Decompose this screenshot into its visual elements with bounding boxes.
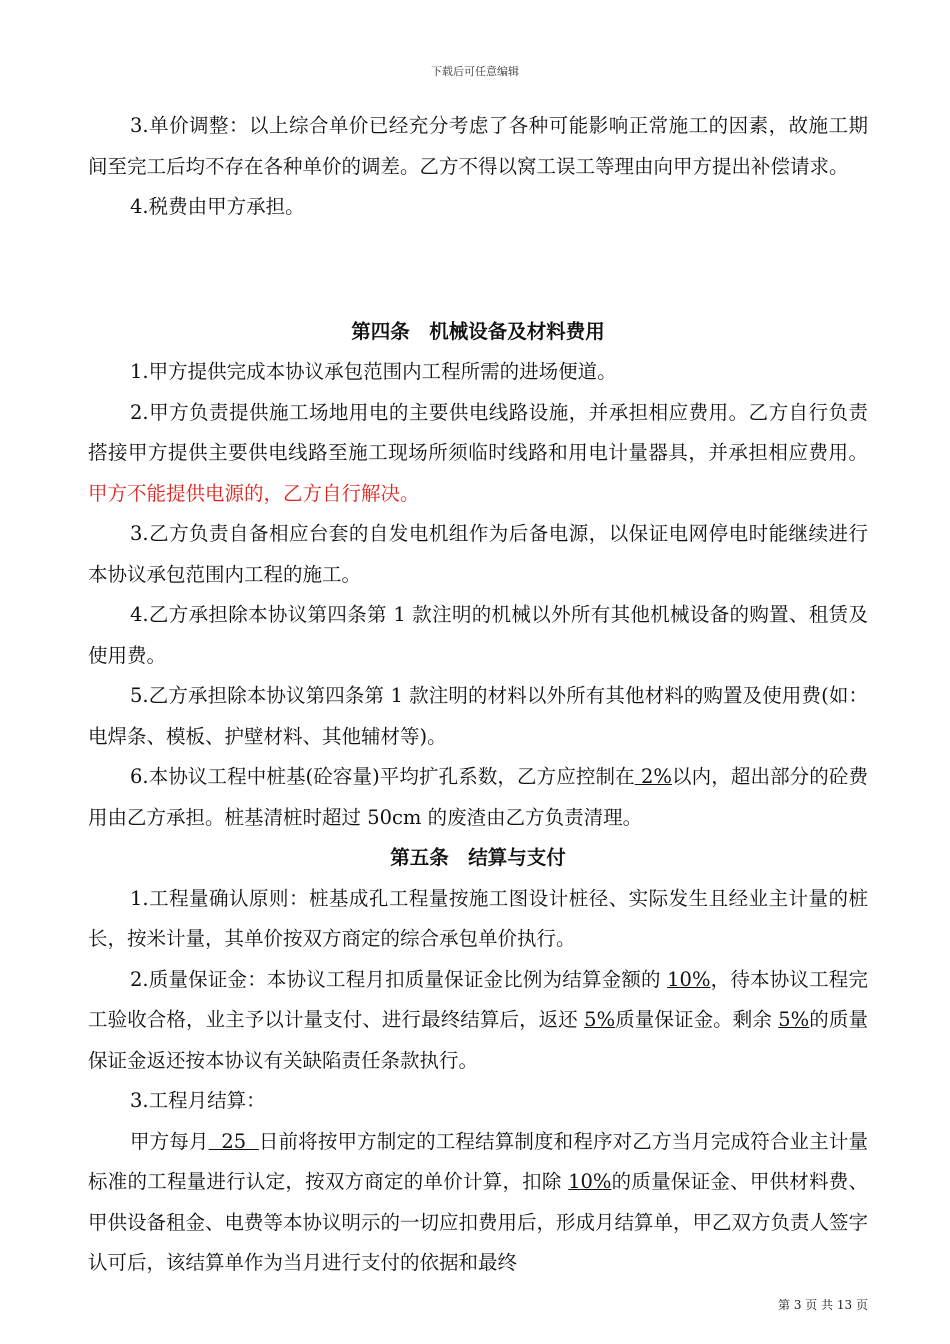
paragraph-4-1: 1.甲方提供完成本协议承包范围内工程所需的进场便道。 <box>130 360 617 383</box>
paragraph-5-2-text-b: ，待本协议工程完工验收合格，业主予以计量支付、进行最终结算后，返还 <box>88 967 868 1031</box>
paragraph-5-4-text-a: 甲方每月 <box>130 1129 209 1153</box>
paragraph-5-2-text-c: 质量保证金。剩余 <box>615 1008 779 1031</box>
paragraph-5-4-text-b: 日前将按甲方制定的工程结算制度和程序对乙方当月完成符合业主计量标准的工程量进行认定，按双方商定的单价计算，扣除 <box>88 1129 868 1193</box>
page-header: 下载后可任意编辑 <box>431 65 519 78</box>
paragraph-5-2-text-a: 2.质量保证金：本协议工程月扣质量保证金比例为结算金额的 <box>130 967 668 991</box>
section-5-title: 第五条 结算与支付 <box>390 846 566 869</box>
paragraph-5-4-underline-1: 25 <box>208 1129 259 1153</box>
paragraph-5-4 <box>88 1122 868 1284</box>
paragraph-5-1: 1.工程量确认原则：桩基成孔工程量按施工图设计桩径、实际发生且经业主计量的桩长，按米计量，其单价按双方商定的综合承包单价执行。 <box>88 886 868 950</box>
paragraph-4-2-red-note: 甲方不能提供电源的，乙方自行解决。 <box>88 481 420 505</box>
paragraph-4-4: 4.乙方承担除本协议第四条第 1 款注明的机械以外所有其他机械设备的购置、租赁及使用费。 <box>88 603 868 667</box>
paragraph-4-5: 5.乙方承担除本协议第四条第 1 款注明的材料以外所有其他材料的购置及使用费(如：电焊条、模板、护壁材料、其他辅材等)。 <box>88 684 868 748</box>
paragraph-5-4-text-c: 的质量保证金、甲供材料费、甲供设备租金、电费等本协议明示的一切应扣费用后，形成月结算单，甲乙双方负责人签字认可后，该结算单作为当月进行支付的依据和最终 <box>88 1170 869 1274</box>
document-body <box>88 106 868 1284</box>
paragraph-tax: 4.税费由甲方承担。 <box>130 195 305 218</box>
paragraph-5-3: 3.工程月结算： <box>130 1089 266 1112</box>
section-gap <box>88 228 868 312</box>
section-4-title: 第四条 机械设备及材料费用 <box>351 319 605 343</box>
paragraph-5-2-underline-1: 10% <box>667 967 711 991</box>
page-footer: 第 3 页 共 13 页 <box>778 1298 868 1312</box>
paragraph-5-2-text-d: 的质量保证金返还按本协议有关缺陷责任条款执行。 <box>88 1008 868 1072</box>
paragraph-4-6-underline: 2% <box>634 765 672 788</box>
paragraph-4-6-text-b: 以内，超出部分的砼费用由乙方承担。桩基清桩时超过 50cm 的废渣由乙方负责清理。 <box>88 765 868 829</box>
paragraph-5-2-underline-3: 5% <box>778 1008 810 1031</box>
paragraph-5-4-underline-2: 10% <box>568 1170 612 1193</box>
paragraph-unit-price-adjustment: 3.单价调整：以上综合单价已经充分考虑了各种可能影响正常施工的因素，故施工期间至完工后均不存在各种单价的调差。乙方不得以窝工误工等理由向甲方提出补偿请求。 <box>88 114 868 178</box>
paragraph-4-2-text: 2.甲方负责提供施工场地用电的主要供电线路设施，并承担相应费用。乙方自行负责搭接甲方提供主要供电线路至施工现场所须临时线路和用电计量器具，并承担相应费用。 <box>88 400 868 464</box>
paragraph-5-2-underline-2: 5% <box>584 1008 616 1031</box>
paragraph-4-6-text-a: 6.本协议工程中桩基(砼容量)平均扩孔系数，乙方应控制在 <box>130 765 635 788</box>
paragraph-4-6 <box>88 757 868 838</box>
paragraph-4-2 <box>88 393 868 515</box>
paragraph-5-2 <box>88 960 868 1082</box>
paragraph-4-3: 3.乙方负责自备相应台套的自发电机组作为后备电源，以保证电网停电时能继续进行本协议承包范围内工程的施工。 <box>88 522 868 586</box>
